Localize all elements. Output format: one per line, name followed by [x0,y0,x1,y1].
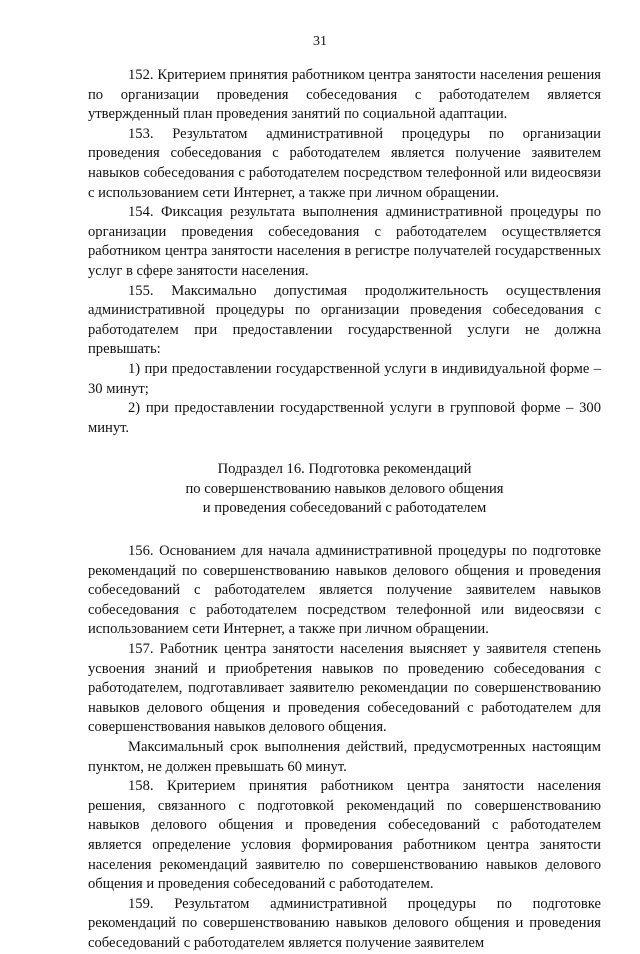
paragraph-158: 158. Критерием принятия работником центра занятости населения решения, связанного с подготовкой рекомендаций по совершенствованию навыков делового общения и проведения собеседований с работодателем является определение условия формирования работником центра занятости населения рекомендаций заявителю по совершенствованию навыков делового общения и проведения собеседований с работодателем. [88,778,601,893]
subsection-heading [88,460,601,519]
paragraph-157-time-limit: Максимальный срок выполнения действий, предусмотренных настоящим пунктом, не должен превышать 60 минут. [88,739,601,775]
page-number: 31 [313,34,327,49]
paragraph-154: 154. Фиксация результата выполнения административной процедуры по организации проведения собеседования с работодателем осуществляется работником центра занятости населения в регистре получателей государственных услуг в сфере занятости населения. [88,204,601,279]
document-body [88,66,601,954]
paragraph-155: 155. Максимально допустимая продолжительность осуществления административной процедуры по организации проведения собеседования с работодателем при предоставлении государственной услуги не должна превышать: [88,282,601,358]
paragraph-152: 152. Критерием принятия работником центра занятости населения решения по организации проведения собеседования с работодателем является утвержденный план проведения занятий по социальной адаптации. [88,67,601,123]
paragraph-159: 159. Результатом административной процедуры по подготовке рекомендаций по совершенствованию навыков делового общения и проведения собеседований с работодателем является получение заявителем [88,895,601,951]
paragraph-155-item-1: 1) при предоставлении государственной услуги в индивидуальной форме – 30 минут; [88,360,601,397]
subsection-heading-line-1: Подраздел 16. Подготовка рекомендаций [217,461,472,478]
paragraph-157: 157. Работник центра занятости населения выясняет у заявителя степень усвоения знаний и приобретения навыков по проведению собеседования с работодателем, подготавливает заявителю рекомендации по совершенствованию навыков делового общения и проведения собеседований с работодателем для совершенствования навыков делового общения. [88,641,601,736]
subsection-heading-line-2: по совершенствованию навыков делового общения [185,480,504,497]
paragraph-153: 153. Результатом административной процедуры по организации проведения собеседования с работодателем является получение заявителем навыков собеседования с работодателем посредством телефонной или видеосвязи с использованием сети Интернет, а также при личном обращении. [88,125,601,201]
subsection-heading-line-3: и проведения собеседований с работодателем [202,500,487,517]
paragraph-156: 156. Основанием для начала административной процедуры по подготовке рекомендаций по совершенствованию навыков делового общения и проведения собеседований с работодателем является получение заявителем навыков собеседования с работодателем посредством телефонной или видеосвязи с использованием сети Интернет, а также при личном обращении. [88,543,601,638]
paragraph-155-item-2: 2) при предоставлении государственной услуги в групповой форме – 300 минут. [88,400,601,436]
